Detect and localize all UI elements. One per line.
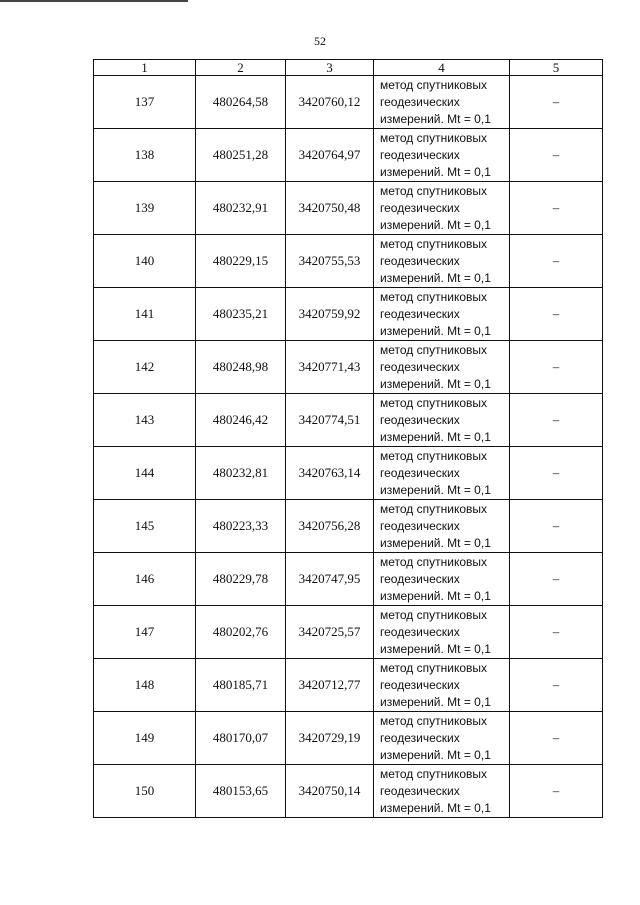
point-number-cell: 148 xyxy=(94,659,196,712)
method-line: геодезических xyxy=(380,253,460,268)
method-line: метод спутниковых xyxy=(380,395,488,410)
x-coordinate-cell: 480251,28 xyxy=(196,129,286,182)
y-coordinate-cell: 3420764,97 xyxy=(286,129,374,182)
method-line: измерений. Mt = 0,1 xyxy=(380,641,491,656)
note-cell: – xyxy=(510,341,603,394)
method-cell xyxy=(374,76,510,129)
table-row xyxy=(94,182,603,235)
method-line: геодезических xyxy=(380,783,460,798)
y-coordinate-cell: 3420763,14 xyxy=(286,447,374,500)
y-coordinate-cell: 3420756,28 xyxy=(286,500,374,553)
note-cell: – xyxy=(510,288,603,341)
y-coordinate-cell: 3420729,19 xyxy=(286,712,374,765)
note-cell: – xyxy=(510,394,603,447)
y-coordinate-cell: 3420747,95 xyxy=(286,553,374,606)
table-row xyxy=(94,341,603,394)
table-row xyxy=(94,765,603,818)
x-coordinate-cell: 480246,42 xyxy=(196,394,286,447)
method-line: измерений. Mt = 0,1 xyxy=(380,323,491,338)
note-cell: – xyxy=(510,129,603,182)
x-coordinate-cell: 480235,21 xyxy=(196,288,286,341)
x-coordinate-cell: 480264,58 xyxy=(196,76,286,129)
y-coordinate-cell: 3420759,92 xyxy=(286,288,374,341)
table-row xyxy=(94,394,603,447)
method-line: метод спутниковых xyxy=(380,501,488,516)
method-line: метод спутниковых xyxy=(380,342,488,357)
point-number-cell: 143 xyxy=(94,394,196,447)
method-line: геодезических xyxy=(380,359,460,374)
point-number-cell: 147 xyxy=(94,606,196,659)
y-coordinate-cell: 3420774,51 xyxy=(286,394,374,447)
x-coordinate-cell: 480229,15 xyxy=(196,235,286,288)
point-number-cell: 138 xyxy=(94,129,196,182)
header-rule xyxy=(0,0,188,2)
x-coordinate-cell: 480202,76 xyxy=(196,606,286,659)
column-header-5: 5 xyxy=(510,60,603,76)
method-line: метод спутниковых xyxy=(380,766,488,781)
method-line: измерений. Mt = 0,1 xyxy=(380,482,491,497)
method-cell xyxy=(374,765,510,818)
note-cell: – xyxy=(510,76,603,129)
method-cell xyxy=(374,394,510,447)
point-number-cell: 146 xyxy=(94,553,196,606)
note-cell: – xyxy=(510,182,603,235)
method-line: метод спутниковых xyxy=(380,236,488,251)
method-line: измерений. Mt = 0,1 xyxy=(380,270,491,285)
method-line: метод спутниковых xyxy=(380,448,488,463)
method-cell xyxy=(374,341,510,394)
y-coordinate-cell: 3420760,12 xyxy=(286,76,374,129)
table-row xyxy=(94,235,603,288)
method-line: метод спутниковых xyxy=(380,130,488,145)
note-cell: – xyxy=(510,712,603,765)
y-coordinate-cell: 3420712,77 xyxy=(286,659,374,712)
point-number-cell: 144 xyxy=(94,447,196,500)
note-cell: – xyxy=(510,765,603,818)
note-cell: – xyxy=(510,235,603,288)
method-cell xyxy=(374,659,510,712)
x-coordinate-cell: 480223,33 xyxy=(196,500,286,553)
method-line: метод спутниковых xyxy=(380,183,488,198)
point-number-cell: 140 xyxy=(94,235,196,288)
method-line: измерений. Mt = 0,1 xyxy=(380,111,491,126)
table-body xyxy=(94,76,603,818)
method-cell xyxy=(374,129,510,182)
method-line: измерений. Mt = 0,1 xyxy=(380,800,491,815)
note-cell: – xyxy=(510,606,603,659)
method-line: геодезических xyxy=(380,518,460,533)
method-line: геодезических xyxy=(380,465,460,480)
method-line: метод спутниковых xyxy=(380,289,488,304)
note-cell: – xyxy=(510,553,603,606)
coordinates-table xyxy=(93,59,603,818)
table-row xyxy=(94,129,603,182)
x-coordinate-cell: 480229,78 xyxy=(196,553,286,606)
method-line: геодезических xyxy=(380,94,460,109)
method-line: измерений. Mt = 0,1 xyxy=(380,747,491,762)
method-line: измерений. Mt = 0,1 xyxy=(380,694,491,709)
method-cell xyxy=(374,447,510,500)
method-line: геодезических xyxy=(380,306,460,321)
table-row xyxy=(94,659,603,712)
x-coordinate-cell: 480232,91 xyxy=(196,182,286,235)
method-line: метод спутниковых xyxy=(380,607,488,622)
method-line: геодезических xyxy=(380,200,460,215)
method-line: измерений. Mt = 0,1 xyxy=(380,429,491,444)
note-cell: – xyxy=(510,500,603,553)
x-coordinate-cell: 480185,71 xyxy=(196,659,286,712)
point-number-cell: 149 xyxy=(94,712,196,765)
method-line: измерений. Mt = 0,1 xyxy=(380,217,491,232)
point-number-cell: 145 xyxy=(94,500,196,553)
table-row xyxy=(94,712,603,765)
point-number-cell: 137 xyxy=(94,76,196,129)
method-line: геодезических xyxy=(380,571,460,586)
page-number: 52 xyxy=(314,34,326,48)
x-coordinate-cell: 480170,07 xyxy=(196,712,286,765)
column-header-2: 2 xyxy=(196,60,286,76)
table-row xyxy=(94,500,603,553)
y-coordinate-cell: 3420755,53 xyxy=(286,235,374,288)
method-line: геодезических xyxy=(380,677,460,692)
method-cell xyxy=(374,500,510,553)
point-number-cell: 141 xyxy=(94,288,196,341)
y-coordinate-cell: 3420750,48 xyxy=(286,182,374,235)
point-number-cell: 142 xyxy=(94,341,196,394)
column-header-1: 1 xyxy=(94,60,196,76)
method-line: метод спутниковых xyxy=(380,77,488,92)
method-line: метод спутниковых xyxy=(380,660,488,675)
note-cell: – xyxy=(510,447,603,500)
method-line: метод спутниковых xyxy=(380,554,488,569)
table-row xyxy=(94,447,603,500)
method-cell xyxy=(374,182,510,235)
method-line: измерений. Mt = 0,1 xyxy=(380,535,491,550)
column-header-3: 3 xyxy=(286,60,374,76)
method-cell xyxy=(374,553,510,606)
method-line: геодезических xyxy=(380,147,460,162)
x-coordinate-cell: 480232,81 xyxy=(196,447,286,500)
table-row xyxy=(94,553,603,606)
method-line: измерений. Mt = 0,1 xyxy=(380,164,491,179)
x-coordinate-cell: 480248,98 xyxy=(196,341,286,394)
method-line: геодезических xyxy=(380,624,460,639)
method-cell xyxy=(374,606,510,659)
method-line: геодезических xyxy=(380,730,460,745)
y-coordinate-cell: 3420725,57 xyxy=(286,606,374,659)
table-row xyxy=(94,288,603,341)
note-cell: – xyxy=(510,659,603,712)
table-row xyxy=(94,76,603,129)
point-number-cell: 150 xyxy=(94,765,196,818)
table-header-row xyxy=(94,60,603,76)
method-cell xyxy=(374,235,510,288)
method-line: измерений. Mt = 0,1 xyxy=(380,588,491,603)
method-line: геодезических xyxy=(380,412,460,427)
method-line: измерений. Mt = 0,1 xyxy=(380,376,491,391)
column-header-4: 4 xyxy=(374,60,510,76)
point-number-cell: 139 xyxy=(94,182,196,235)
method-cell xyxy=(374,712,510,765)
method-cell xyxy=(374,288,510,341)
table-row xyxy=(94,606,603,659)
y-coordinate-cell: 3420750,14 xyxy=(286,765,374,818)
y-coordinate-cell: 3420771,43 xyxy=(286,341,374,394)
x-coordinate-cell: 480153,65 xyxy=(196,765,286,818)
method-line: метод спутниковых xyxy=(380,713,488,728)
